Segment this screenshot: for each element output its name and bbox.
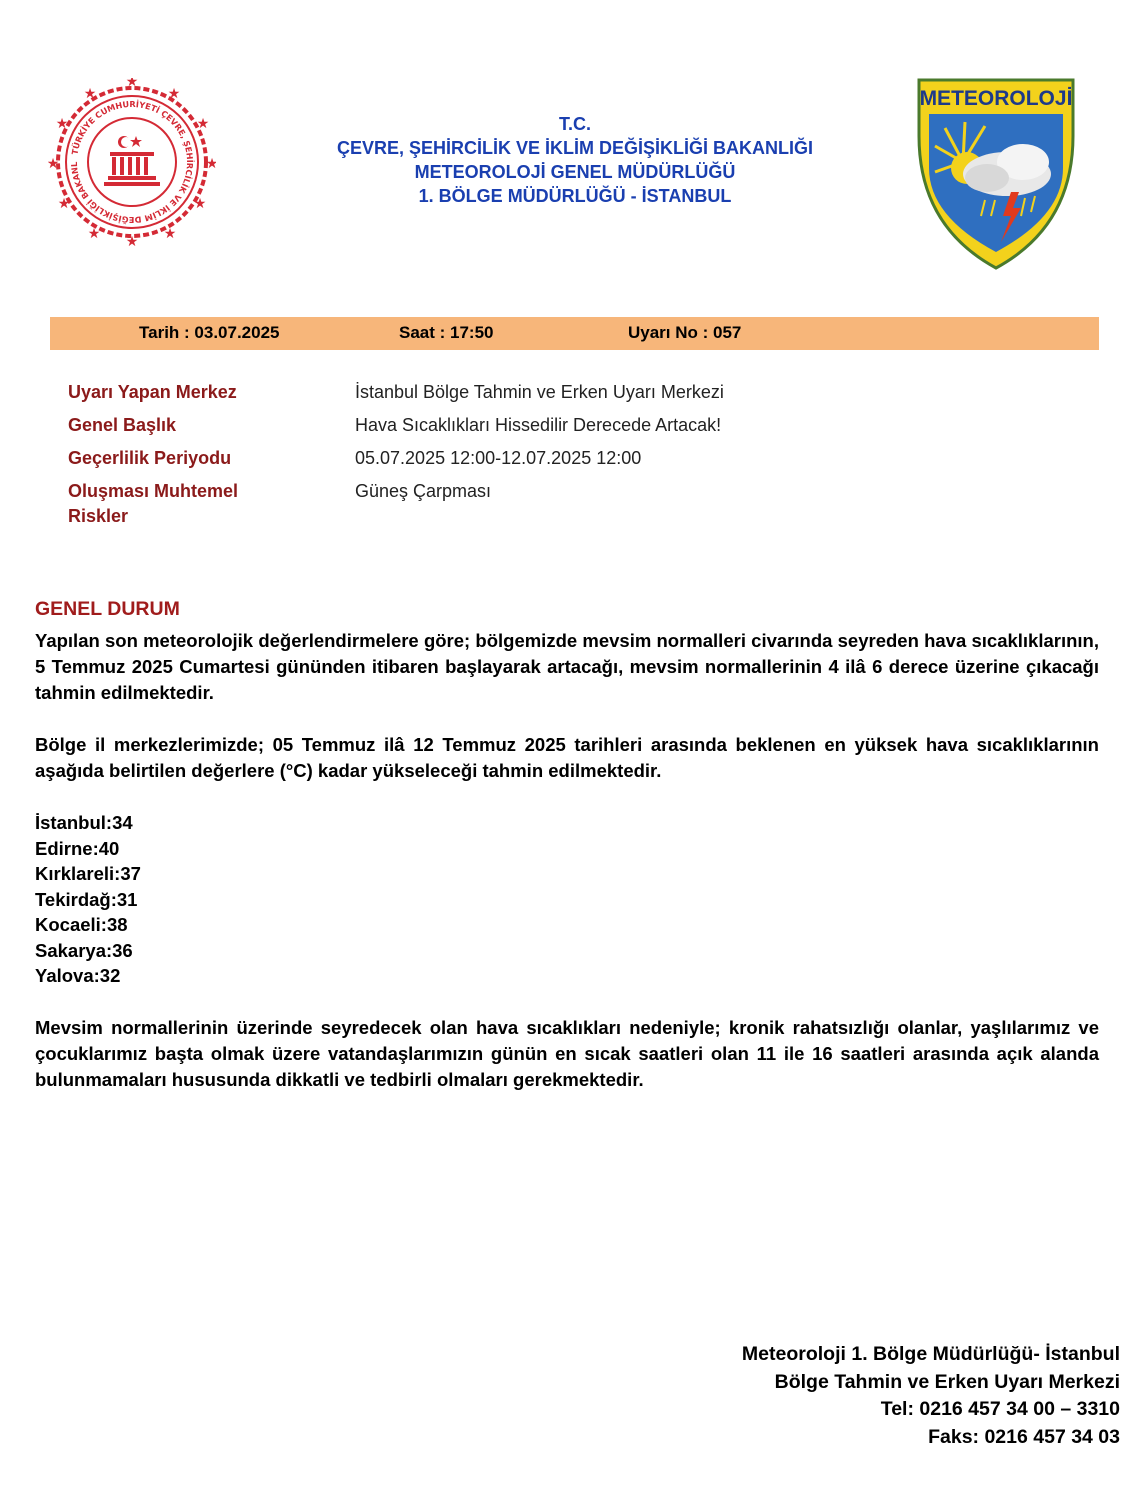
svg-text:★: ★ <box>125 234 139 246</box>
header-line-tc: T.C. <box>558 114 591 134</box>
meta-value: İstanbul Bölge Tahmin ve Erken Uyarı Merkezi <box>355 382 724 402</box>
svg-text:★: ★ <box>48 156 60 172</box>
svg-text:METEOROLOJİ: METEOROLOJİ <box>919 87 1073 110</box>
footer-center: Bölge Tahmin ve Erken Uyarı Merkezi <box>774 1370 1120 1393</box>
svg-text:TÜRKİYE CUMHURİYETİ ÇEVRE, ŞEH: TÜRKİYE CUMHURİYETİ ÇEVRE, ŞEHİRCİLİK VE İKLİM DEĞİŞİKLİĞİ BAKANL <box>68 98 196 226</box>
svg-text:★: ★ <box>193 196 207 212</box>
contact-footer <box>600 1341 1120 1451</box>
meteoroloji-logo <box>915 76 1077 272</box>
city-temperature-item: İstanbul:34 <box>35 812 133 833</box>
svg-text:★: ★ <box>205 156 216 172</box>
ministry-seal <box>48 78 216 246</box>
city-temperature-item: Kırklareli:37 <box>35 863 141 884</box>
paragraph-temperatures: Bölge il merkezlerimizde; 05 Temmuz ilâ 12 Temmuz 2025 tarihleri arasında beklenen en yüksek hava sıcaklıklarının aşağıda belirtilen değerlere (°C) kadar yükseleceği tahmin edilmektedir. <box>35 734 1099 781</box>
svg-text:★: ★ <box>55 116 69 132</box>
warning-date: Tarih : 03.07.2025 <box>139 323 280 342</box>
meta-value: Güneş Çarpması <box>355 481 492 501</box>
svg-text:★: ★ <box>83 86 97 102</box>
meta-value: 05.07.2025 12:00-12.07.2025 12:00 <box>355 448 642 468</box>
meta-row-period <box>68 446 1068 479</box>
city-temperature-item: Tekirdağ:31 <box>35 888 138 910</box>
meta-label <box>68 479 318 529</box>
warning-number: Uyarı No : 057 <box>628 323 742 342</box>
header-line-directorate: METEOROLOJİ GENEL MÜDÜRLÜĞÜ <box>414 162 736 182</box>
svg-text:★: ★ <box>163 226 177 242</box>
svg-text:★: ★ <box>87 226 101 242</box>
svg-text:★: ★ <box>167 86 181 102</box>
footer-office: Meteoroloji 1. Bölge Müdürlüğü- İstanbul <box>741 1343 1120 1365</box>
meta-label-line: Riskler <box>68 506 129 526</box>
meta-label: Genel Başlık <box>68 415 177 435</box>
paragraph-advice: Mevsim normallerinin üzerinde seyredecek olan hava sıcaklıkları nedeniyle; kronik rahatsızlığı olanlar, yaşlılarımız ve çocuklarımız başta olmak üzere vatandaşlarımızın günün en sıcak saatleri olan 11 ile 16 saatleri arasında açık alanda bulunmamaları hususunda dikkatli ve tedbirli olmaları gerekmektedir. <box>35 1016 1099 1090</box>
paragraph-general: Yapılan son meteorolojik değerlendirmelere göre; bölgemizde mevsim normalleri civarında seyreden hava sıcaklıklarının, 5 Temmuz 2025 Cumartesi gününden itibaren başlayarak artacağı, mevsim normallerinin 4 ilâ 6 derece üzerine çıkacağı tahmin edilmektedir. <box>35 630 1099 703</box>
warning-info-bar <box>50 317 1099 350</box>
city-temperature-item: Yalova:32 <box>35 965 121 986</box>
meta-label-line: Oluşması Muhtemel <box>68 481 239 501</box>
ministry-seal-icon <box>48 78 216 246</box>
footer-fax: Faks: 0216 457 34 03 <box>928 1425 1120 1448</box>
document-header <box>260 112 890 208</box>
meta-row-center <box>68 380 1068 413</box>
svg-text:★: ★ <box>125 78 139 90</box>
city-temperature-item: Kocaeli:38 <box>35 914 128 935</box>
meta-row-risks <box>68 479 1068 539</box>
header-line-region: 1. BÖLGE MÜDÜRLÜĞÜ - İSTANBUL <box>418 186 732 206</box>
city-temperature-item: Sakarya:36 <box>35 939 133 961</box>
svg-text:★: ★ <box>57 196 71 212</box>
header-line-ministry: ÇEVRE, ŞEHİRCİLİK VE İKLİM DEĞİŞİKLİĞİ BAKANLIĞI <box>336 138 814 158</box>
meta-value: Hava Sıcaklıkları Hissedilir Derecede Artacak! <box>355 415 722 435</box>
warning-body <box>35 596 1099 1119</box>
meteoroloji-shield-icon <box>915 76 1077 272</box>
meta-label: Geçerlilik Periyodu <box>68 448 232 468</box>
meta-label: Uyarı Yapan Merkez <box>68 382 237 402</box>
warning-time: Saat : 17:50 <box>399 323 494 342</box>
warning-metadata <box>68 380 1068 539</box>
city-temperature-item: Edirne:40 <box>35 837 120 859</box>
section-title: GENEL DURUM <box>35 598 180 620</box>
footer-phone: Tel: 0216 457 34 00 – 3310 <box>880 1398 1120 1420</box>
city-temperature-list <box>35 810 1099 989</box>
meta-row-title <box>68 413 1068 446</box>
svg-text:★: ★ <box>196 116 210 132</box>
